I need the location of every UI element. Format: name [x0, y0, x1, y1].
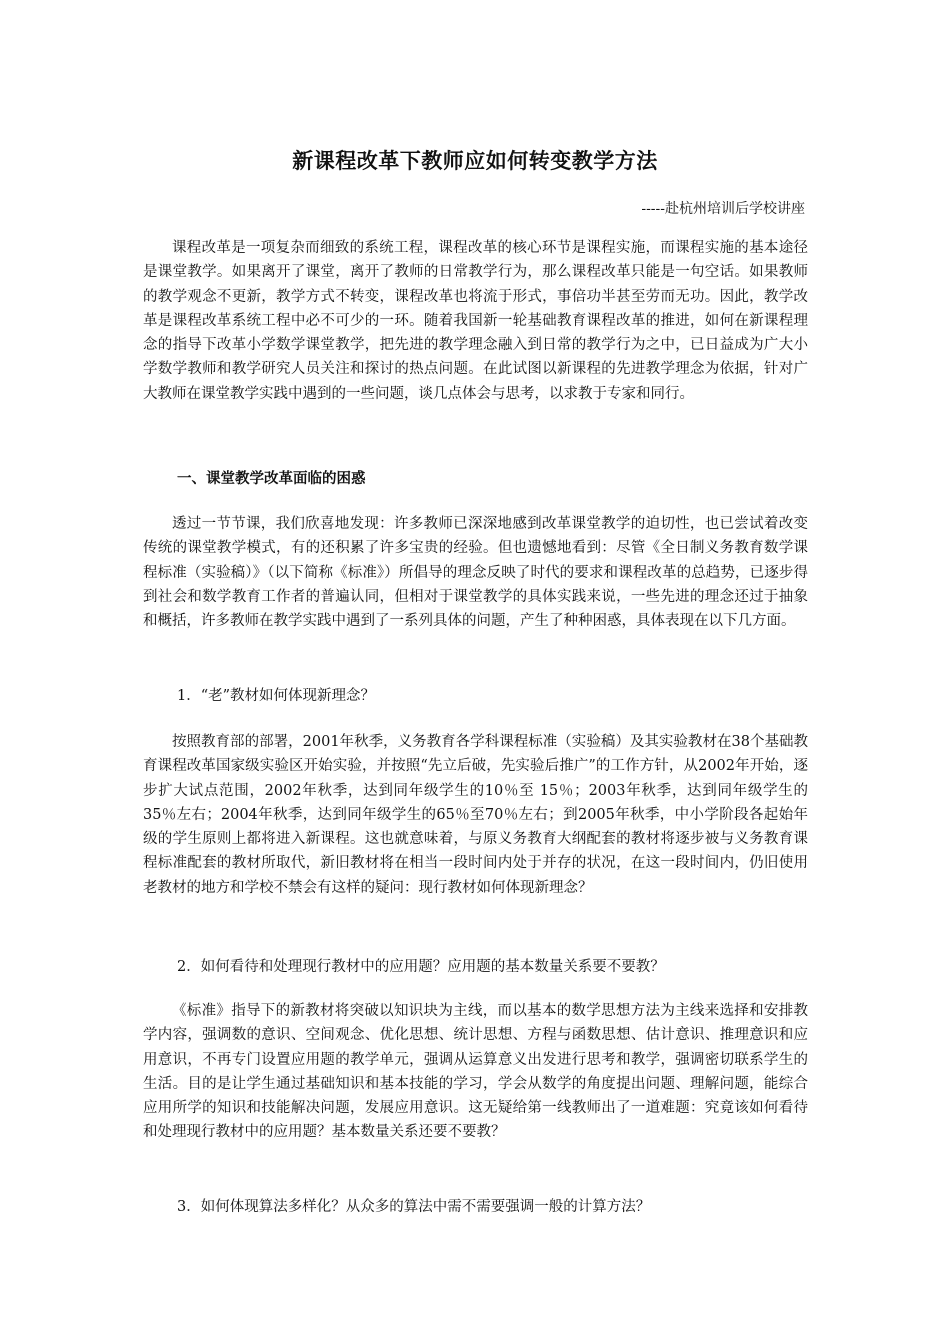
question2-heading: 2．如何看待和处理现行教材中的应用题？应用题的基本数量关系要不要教？ [177, 959, 665, 975]
intro-paragraph: 课程改革是一项复杂而细致的系统工程，课程改革的核心环节是课程实施，而课程实施的基本途径是课堂教学。如果离开了课堂，离开了教师的日常教学行为，那么课程改革只能是一句空话。如果教师的教学观念不更新，教学方式不转变，课程改革也将流于形式，事倍功半甚至劳而无功。因此，教学改革是课程改革系统工程中必不可少的一环。随着我国新一轮基础教育课程改革的推进，如何在新课程理念的指导下改革小学数学课堂教学，把先进的教学理念融入到日常的教学行为之中，已日益成为广大小学数学教师和教学研究人员关注和探讨的热点问题。在此试图以新课程的先进教学理念为依据，针对广大教师在课堂教学实践中遇到的一些问题，谈几点体会与思考，以求教于专家和同行。 [143, 240, 808, 402]
document-subtitle: -----赴杭州培训后学校讲座 [641, 201, 805, 217]
question3-heading: 3．如何体现算法多样化？从众多的算法中需不需要强调一般的计算方法？ [177, 1199, 651, 1215]
question2-paragraph: 《标准》指导下的新教材将突破以知识块为主线，而以基本的数学思想方法为主线来选择和安排教学内容，强调数的意识、空间观念、优化思想、统计思想、方程与函数思想、估计意识、推理意识和应用意识，不再专门设置应用题的教学单元，强调从运算意义出发进行思考和教学，强调密切联系学生的生活。目的是让学生通过基础知识和基本技能的学习，学会从数学的角度提出问题、理解问题，能综合应用所学的知识和技能解决问题，发展应用意识。这无疑给第一线教师出了一道难题：究竟该如何看待和处理现行教材中的应用题？基本数量关系还要不要教？ [143, 1003, 808, 1141]
document-title: 新课程改革下教师应如何转变教学方法 [292, 148, 658, 173]
question1-heading: 1．“老”教材如何体现新理念？ [177, 688, 376, 704]
section1-heading: 一、课堂教学改革面临的困惑 [177, 470, 366, 487]
question1-paragraph: 按照教育部的部署，2001年秋季，义务教育各学科课程标准（实验稿）及其实验教材在38个基础教育课程改革国家级实验区开始实验，并按照“先立后破，先实验后推广”的工作方针，从2002年开始，逐步扩大试点范围，2002年秋季，达到同年级学生的10％至 15％；2003年秋季，达到同年级学生的35％左右；2004年秋季，达到同年级学生的65％至70％左右；到2005年秋季，中小学阶段各起始年级的学生原则上都将进入新课程。这也就意味着，与原义务教育大纲配套的教材将逐步被与义务教育课程标准配套的教材所取代，新旧教材将在相当一段时间内处于并存的状况，在这一段时间内，仍旧使用老教材的地方和学校不禁会有这样的疑问：现行教材如何体现新理念？ [143, 734, 808, 896]
section1-paragraph: 透过一节节课，我们欣喜地发现：许多教师已深深地感到改革课堂教学的迫切性，也已尝试着改变传统的课堂教学模式，有的还积累了许多宝贵的经验。但也遗憾地看到：尽管《全日制义务教育数学课程标准（实验稿）》（以下简称《标准》）所倡导的理念反映了时代的要求和课程改革的总趋势，已逐步得到社会和数学教育工作者的普遍认同，但相对于课堂教学的具体实践来说，一些先进的理念还过于抽象和概括，许多教师在教学实践中遇到了一系列具体的问题，产生了种种困惑，具体表现在以下几方面。 [143, 516, 808, 630]
